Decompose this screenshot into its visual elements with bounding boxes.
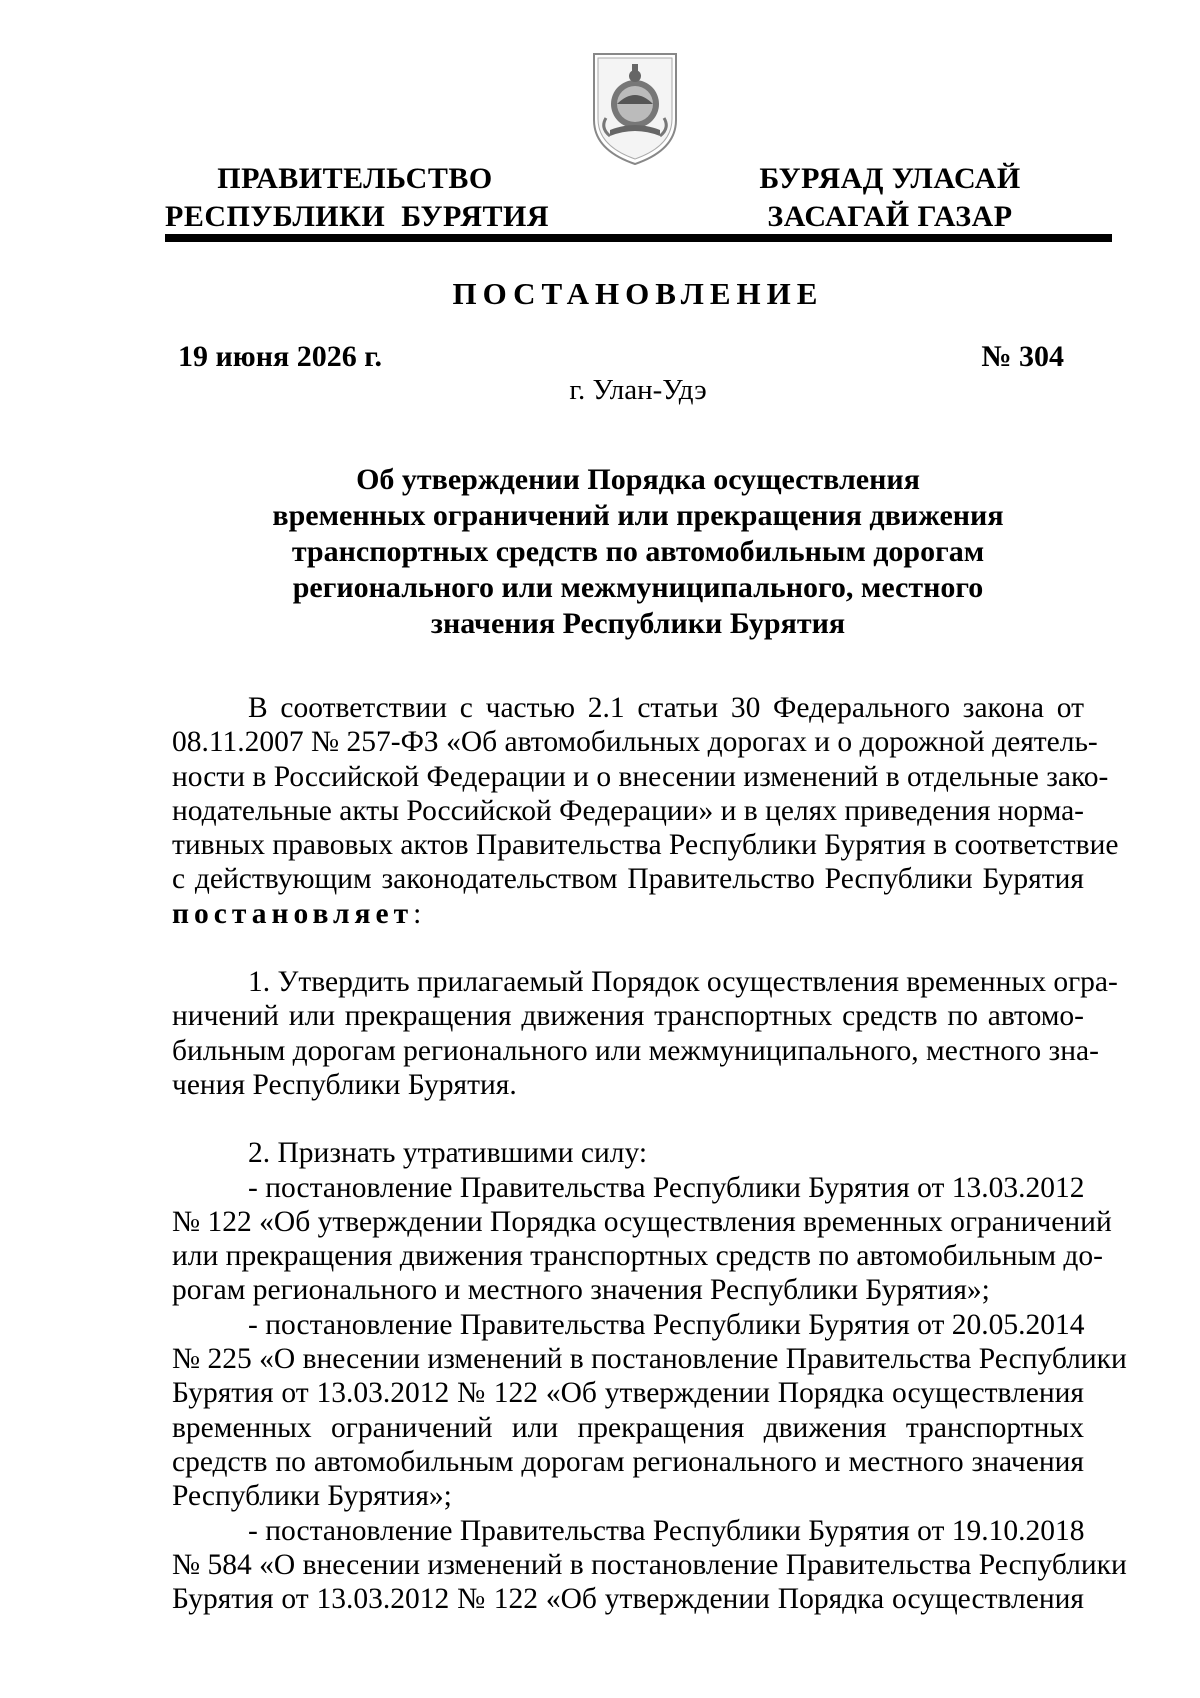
body-line: или прекращения движения транспортных средств по автомобильным до- <box>172 1240 1103 1273</box>
body-line: Республики Бурятия»; <box>172 1480 452 1513</box>
government-name-buryat-line2: ЗАСАГАЙ ГАЗАР <box>767 200 1013 233</box>
item-1-paragraph <box>172 965 1118 1102</box>
document-type: ПОСТАНОВЛЕНИЕ <box>452 276 824 311</box>
document-city: г. Улан-Удэ <box>569 374 707 406</box>
title-line: временных ограничений или прекращения движения <box>272 499 1004 532</box>
body-line: 08.11.2007 № 257-ФЗ «Об автомобильных дорогах и о дорожной деятель- <box>172 726 1098 759</box>
title-line: Об утверждении Порядка осуществления <box>356 463 920 496</box>
body-line: бильным дорогам регионального или межмуниципального, местного зна- <box>172 1034 1099 1067</box>
body-line: Бурятия от 13.03.2012 № 122 «Об утверждении Порядка осуществления <box>172 1583 1084 1616</box>
government-name-line2: РЕСПУБЛИКИ БУРЯТИЯ <box>165 200 550 233</box>
body-line: чения Республики Бурятия. <box>172 1068 517 1101</box>
body-line: - постановление Правительства Республики Бурятия от 19.10.2018 <box>248 1514 1085 1547</box>
preamble-paragraph <box>172 691 1119 931</box>
title-line: регионального или межмуниципального, местного <box>292 571 984 604</box>
body-line: - постановление Правительства Республики Бурятия от 13.03.2012 <box>248 1171 1085 1204</box>
government-name-line1: ПРАВИТЕЛЬСТВО <box>217 162 493 195</box>
body-line: В соответствии с частью 2.1 статьи 30 Федерального закона от <box>248 692 1084 724</box>
body-line: тивных правовых актов Правительства Республики Бурятия в соответствие <box>172 829 1119 862</box>
body-line: - постановление Правительства Республики Бурятия от 20.05.2014 <box>248 1308 1085 1341</box>
body-line: временных ограничений или прекращения движения транспортных <box>172 1411 1084 1444</box>
header-divider <box>165 234 1112 242</box>
government-name-buryat-line1: БУРЯАД УЛАСАЙ <box>759 162 1021 195</box>
document-date: 19 июня 2026 г. <box>178 340 382 373</box>
title-line: транспортных средств по автомобильным дорогам <box>291 535 985 568</box>
body-line: ности в Российской Федерации и о внесении изменений в отдельные зако- <box>172 760 1109 793</box>
title-line: значения Республики Бурятия <box>430 607 846 640</box>
resolves-colon: : <box>413 897 422 930</box>
body-line: нодательные акты Российской Федерации» и в целях приведения норма- <box>172 794 1084 827</box>
item-2-heading: 2. Признать утратившими силу: <box>248 1137 648 1170</box>
body-line: Бурятия от 13.03.2012 № 122 «Об утверждении Порядка осуществления <box>172 1377 1084 1410</box>
coat-of-arms-icon <box>588 46 682 168</box>
document-body <box>172 691 1127 1616</box>
body-line: № 122 «Об утверждении Порядка осуществления временных ограничений <box>172 1205 1112 1238</box>
body-line: 1. Утвердить прилагаемый Порядок осуществления временных огра- <box>248 966 1118 999</box>
body-line: рогам регионального и местного значения Республики Бурятия»; <box>172 1274 990 1307</box>
resolves-keyword: постановляет <box>172 897 414 930</box>
item-2-paragraph <box>172 1136 1127 1616</box>
body-line: с действующим законодательством Правительство Республики Бурятия <box>172 863 1084 896</box>
government-name-russian <box>165 160 550 236</box>
body-line: средств по автомобильным дорогам регионального и местного значения <box>172 1445 1084 1478</box>
body-line: ничений или прекращения движения транспортных средств по автомо- <box>172 1000 1084 1033</box>
document-number: № 304 <box>981 340 1064 373</box>
government-name-buryat <box>740 160 1040 236</box>
body-line <box>172 897 1084 931</box>
body-line: № 225 «О внесении изменений в постановление Правительства Республики <box>172 1343 1127 1376</box>
document-title <box>250 462 1026 642</box>
body-line: № 584 «О внесении изменений в постановление Правительства Республики <box>172 1548 1127 1581</box>
